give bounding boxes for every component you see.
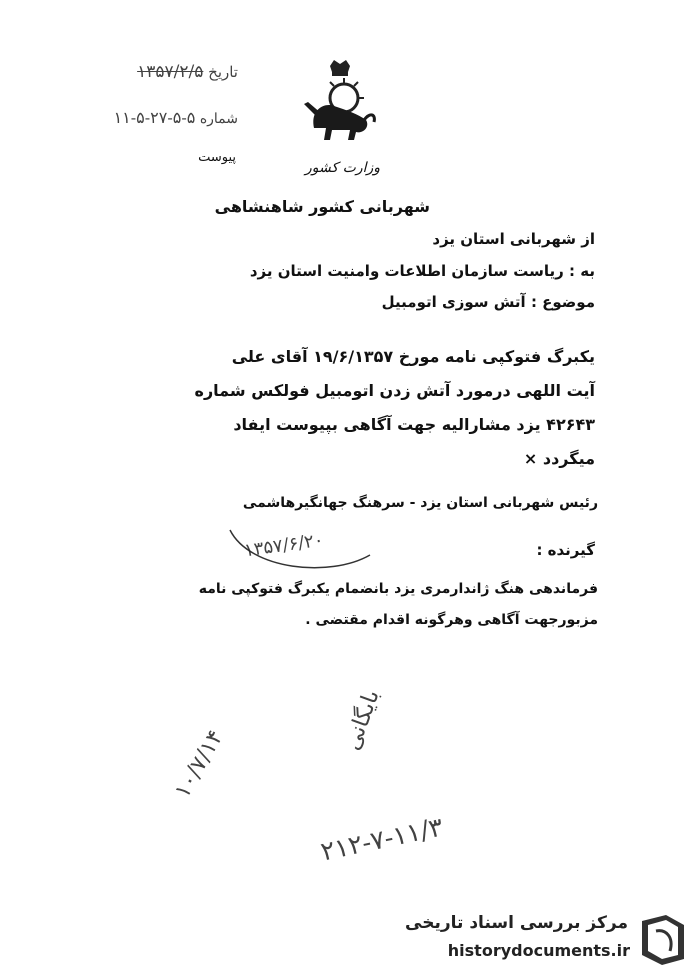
lion-and-sun-emblem [300,58,380,148]
attachment-label: پیوست [198,150,236,165]
date-line [88,62,238,82]
to-label: به : [569,262,595,280]
watermark-site: historydocuments.ir [447,941,630,960]
to-line [240,262,595,280]
handwritten-left-note: ۱۰/۷/۱۴ [170,725,229,803]
body-line-3: ۴۲۶۴۳ یزد مشارالیه جهت آگاهی بپیوست ایفاد [233,415,595,434]
number-line [88,108,238,127]
from-line: از شهربانی استان یزد [432,230,595,248]
recipients-line-1: فرماندهی هنگ ژاندارمری یزد بانضمام یکبرگ فتوکپی نامه [198,581,598,597]
subject-value: آتش سوزی اتومبیل [381,293,526,311]
watermark-title: مرکز بررسی اسناد تاریخی [405,913,628,933]
signature-line: رئیس شهربانی استان یزد - سرهنگ جهانگیرهاشمی [242,495,598,511]
stamp-date: ۱۳۵۷/۶/۲۰ [242,529,325,562]
date-value: ۱۳۵۷/۲/۵ [137,62,204,82]
recipients-label: گیرنده : [536,541,595,559]
handwritten-signature-note: بایگانی [340,686,385,754]
to-value: ریاست سازمان اطلاعات وامنیت استان یزد [249,262,564,280]
office-title: شهربانی کشور شاهنشاهی [214,197,430,216]
subject-label: موضوع : [530,293,595,311]
body-line-2: آیت اللهی درمورد آتش زدن اتومبیل فولکس شماره [194,381,595,400]
body-line-4: میگردد × [523,449,595,468]
book-logo-icon [636,911,690,967]
watermark [400,905,700,973]
recipients-line-2: مزبورجهت آگاهی وهرگونه اقدام مقتضی . [305,612,598,628]
ministry-title: وزارت کشور [305,160,380,176]
date-label: تاریخ [208,63,238,81]
body-line-1: یکبرگ فتوکپی نامه مورخ ۱۹/۶/۱۳۵۷ آقای علی [231,347,595,366]
subject-line [360,293,595,311]
handwritten-bottom-number: ۲۱۲-۷-۱۱/۳ [318,812,446,868]
number-value: ۵-۵-۲۷-۵-۱۱ [113,108,196,127]
number-label: شماره [199,111,238,127]
